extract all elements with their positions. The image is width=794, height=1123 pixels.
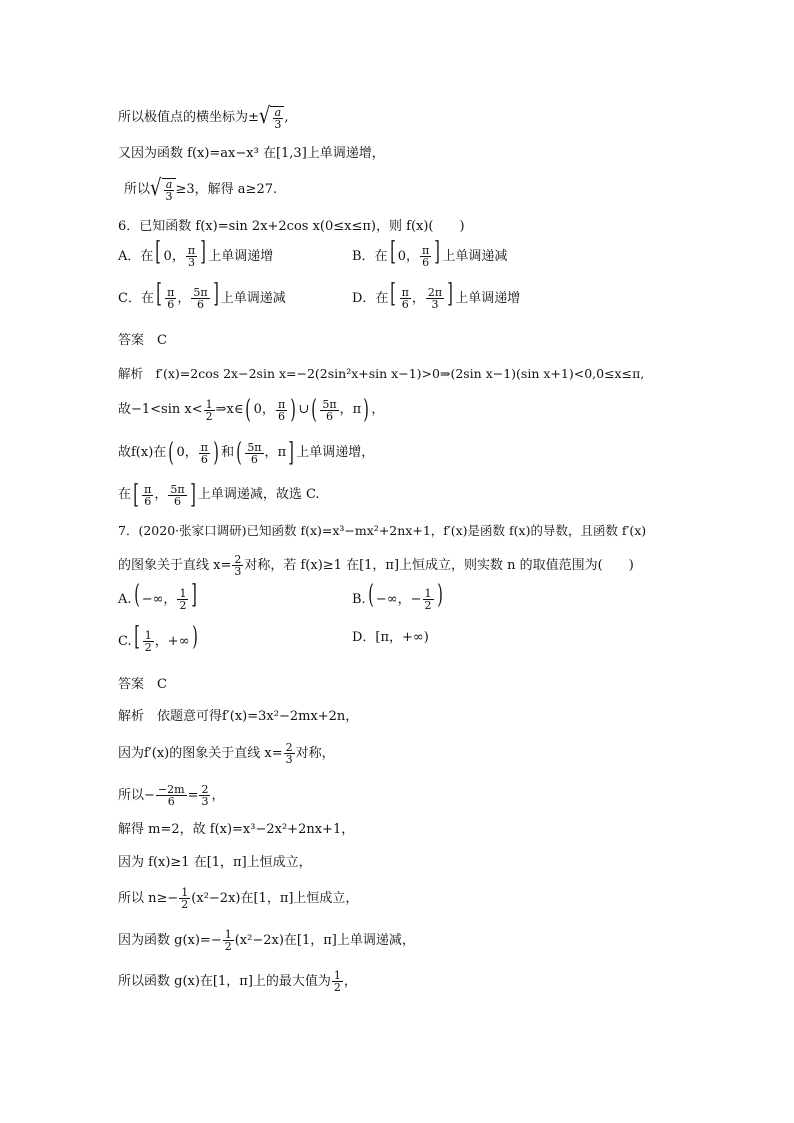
solution-7-line6: 所以 n≥− $\frac{1}{2}$ (x²−2x)在[1，π]上恒成立，	[118, 886, 359, 911]
question-7-line2: 的图象关于直线 x= $\frac{2}{3}$ 对称，若 f(x)≥1 在[1，π]上恒成立，则实数 n 的取值范围为( )	[118, 553, 634, 578]
q7-option-a: A.( −∞， $\frac{1}{2}$ ]	[118, 579, 198, 612]
text-line: 所以极值点的横坐标为± √ $\frac{a}{3}$ ,	[118, 103, 289, 131]
sqrt-a-over-3: √ $\frac{a}{3}$	[150, 178, 175, 202]
text: ≥3，解得 a≥27.	[175, 182, 278, 197]
sqrt-a-over-3: √ $\frac{a}{3}$	[259, 106, 284, 130]
solution-6-line2: 故−1<sin x< $\frac{1}{2}$ ⇒x∈ ( 0 ， $\frac{\pi}{6}$ ) ∪ ( $\frac{5\pi}{6}$ ， π ) ，	[118, 395, 385, 425]
solution-7-line5: 因为 f(x)≥1 在[1，π]上恒成立，	[118, 855, 312, 870]
text: 所以	[124, 182, 151, 197]
solution-7-line8: 所以函数 g(x)在[1，π]上的最大值为 $\frac{1}{2}$ ，	[118, 969, 357, 994]
solution-7-line4: 解得 m=2，故 f(x)=x³−2x²+2nx+1，	[118, 822, 355, 837]
solution-6-line3: 故f(x)在 ( 0 ， $\frac{\pi}{6}$ ) 和 ( $\frac{5\pi}{6}$ ， π ] 上单调递增，	[118, 438, 375, 468]
text-line	[118, 144, 385, 164]
solution-7-line1: 解析 依题意可得f′(x)=3x²−2mx+2n，	[118, 709, 359, 724]
text-line	[124, 175, 278, 203]
q6-option-d: D．在[ $\frac{\pi}{6}$ ， $\frac{2\pi}{3}$ ] 上单调递增	[352, 278, 521, 311]
q6-option-b: B．在[ 0， $\frac{\pi}{6}$ ] 上单调递减	[352, 236, 508, 269]
solution-6-line1: 解析 f′(x)=2cos 2x−2sin x=−2(2sin²x+sin x−1)>0⇒(2sin x−1)(sin x+1)<0,0≤x≤π,	[118, 366, 645, 381]
text: 所以极值点的横坐标为±	[118, 110, 259, 125]
q7-option-b: B.( −∞，− $\frac{1}{2}$ )	[352, 579, 443, 612]
q7-option-c: C.[ $\frac{1}{2}$ ，+∞)	[118, 621, 198, 654]
solution-7-line7: 因为函数 g(x)=− $\frac{1}{2}$ (x²−2x)在[1，π]上单调递减，	[118, 928, 415, 953]
q6-option-a: A．在[ 0， $\frac{\pi}{3}$ ] 上单调递增	[118, 236, 274, 269]
text: 又因为函数 f(x)=ax−x³ 在[1,3]上单调递增，	[118, 146, 385, 161]
solution-7-line3: 所以 − $\frac{-2m}{6}$ = $\frac{2}{3}$ ，	[118, 783, 225, 808]
answer-6: 答案 C	[118, 333, 167, 348]
question-7-line1: 7．(2020·张家口调研)已知函数 f(x)=x³−mx²+2nx+1，f′(x)是函数 f(x)的导数，且函数 f′(x)	[118, 523, 647, 538]
answer-7: 答案 C	[118, 677, 167, 692]
question-6: 6．已知函数 f(x)=sin 2x+2cos x(0≤x≤π)，则 f(x)( )	[118, 219, 465, 234]
q6-option-c: C．在[ $\frac{\pi}{6}$ ， $\frac{5\pi}{6}$ ] 上单调递减	[118, 278, 286, 311]
q7-option-d: D．[π，+∞)	[352, 630, 429, 645]
solution-6-line4: 在 [ $\frac{\pi}{6}$ ， $\frac{5\pi}{6}$ ] 上单调递减，故选 C.	[118, 480, 320, 510]
solution-7-line2: 因为f′(x)的图象关于直线 x= $\frac{2}{3}$ 对称，	[118, 741, 335, 766]
